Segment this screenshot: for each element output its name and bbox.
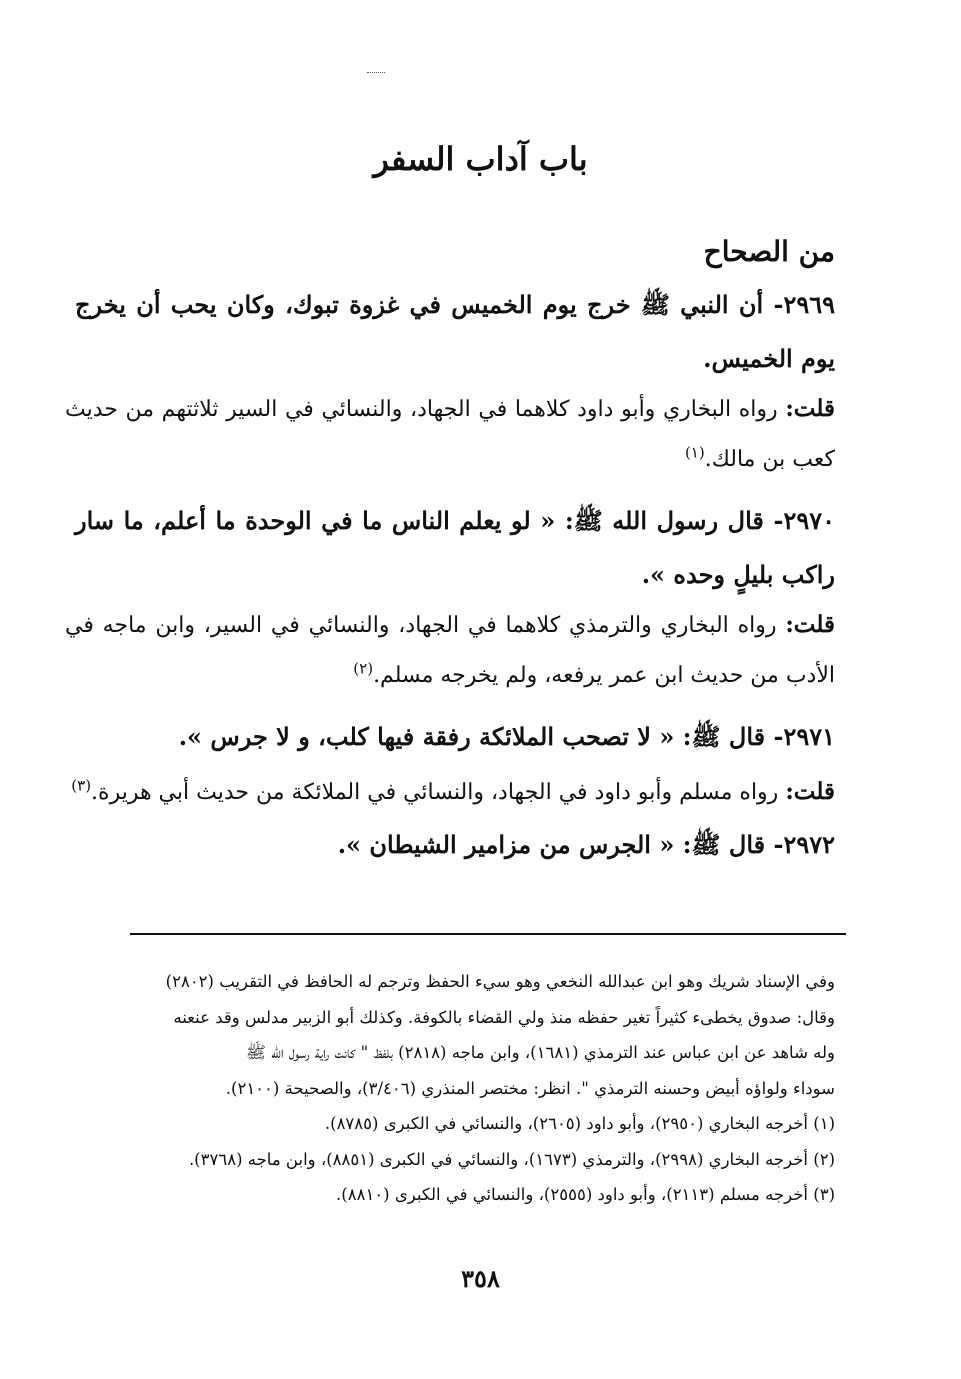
comment-lead: قلت:: [785, 778, 835, 805]
footnote-1: (١) أخرجه البخاري (٢٩٥٠)، وأبو داود (٢٦٠٥)، والنسائي في الكبرى (٨٧٨٥).: [324, 1114, 835, 1133]
page-number: ٣٥٨: [461, 1264, 500, 1293]
chapter-title: باب آداب السفر: [373, 140, 588, 178]
comment-lead: قلت:: [785, 395, 835, 422]
comment-lead: قلت:: [785, 611, 835, 638]
footnote-ref: (١): [684, 443, 705, 462]
footnote-2: (٢) أخرجه البخاري (٢٩٩٨)، والترمذي (١٦٧٣)، والنسائي في الكبرى (٨٨٥١)، وابن ماجه (٣٧٦٨).: [188, 1149, 835, 1169]
comment-text: رواه مسلم وأبو داود في الجهاد، والنسائي في الملائكة من حديث أبي هريرة.: [91, 780, 779, 805]
section-heading: من الصحاح: [703, 235, 835, 268]
comment-3: [65, 767, 835, 818]
hadith-text: قال ﷺ: « لا تصحب الملائكة رفقة فيها كلب، و لا جرس ».: [178, 722, 766, 751]
footnote-continuation-line: وقال: صدوق يخطىء كثيراً تغير حفظه منذ ولي القضاء بالكوفة. وكذلك أبو الزبير مدلس وقد عنعنه: [173, 1007, 835, 1027]
comment-1: [65, 384, 835, 485]
footnote-ref: (٢): [353, 659, 374, 678]
hadith-2969: [75, 278, 835, 386]
footnotes: [65, 964, 835, 1213]
hadith-2970: [75, 494, 835, 602]
hadith-2972: [75, 818, 835, 872]
footnote-continuation-line: سوداء ولواؤه أبيض وحسنه الترمذي ". انظر: مختصر المنذري (٣/٤٠٦)، والصحيحة (٢١٠٠).: [225, 1078, 835, 1098]
comment-text: رواه البخاري وأبو داود كلاهما في الجهاد، والنسائي في السير ثلاثتهم من حديث كعب بن مالك.: [65, 397, 835, 472]
comment-2: [65, 600, 835, 701]
footnote-ref: (٣): [71, 776, 92, 795]
hadith-text: أن النبي ﷺ خرج يوم الخميس في غزوة تبوك، وكان يحب أن يخرج يوم الخميس.: [75, 290, 835, 373]
scan-mark: [367, 72, 385, 73]
footnote-continuation-line: وله شاهد عن ابن عباس عند الترمذي (١٦٨١)، وابن ماجه (٢٨١٨) بلفظ " كانت راية رسول الله ﷺ: [246, 1043, 835, 1062]
hadith-number: ٢٩٧٢-: [773, 830, 835, 859]
hadith-text: قال ﷺ: « الجرس من مزامير الشيطان ».: [337, 830, 766, 859]
hadith-number: ٢٩٧٠-: [773, 506, 835, 535]
hadith-2971: [75, 710, 835, 764]
comment-text: رواه البخاري والترمذي كلاهما في الجهاد، والنسائي في السير، وابن ماجه في الأدب من حديث ابن عمر يرفعه، ولم يخرجه مسلم.: [65, 613, 835, 688]
hadith-number: ٢٩٦٩-: [773, 290, 835, 319]
hadith-number: ٢٩٧١-: [773, 722, 835, 751]
hadith-text: قال رسول الله ﷺ: « لو يعلم الناس ما في الوحدة ما أعلم، ما سار راكب بليلٍ وحده ».: [75, 506, 835, 589]
footnote-divider: [130, 933, 846, 935]
footnote-3: (٣) أخرجه مسلم (٢١١٣)، وأبو داود (٢٥٥٥)، والنسائي في الكبرى (٨٨١٠).: [336, 1185, 835, 1204]
footnote-continuation-line: وفي الإسناد شريك وهو ابن عبدالله النخعي وهو سيء الحفظ وترجم له الحافظ في التقريب (٢٨٠٢): [165, 972, 835, 991]
